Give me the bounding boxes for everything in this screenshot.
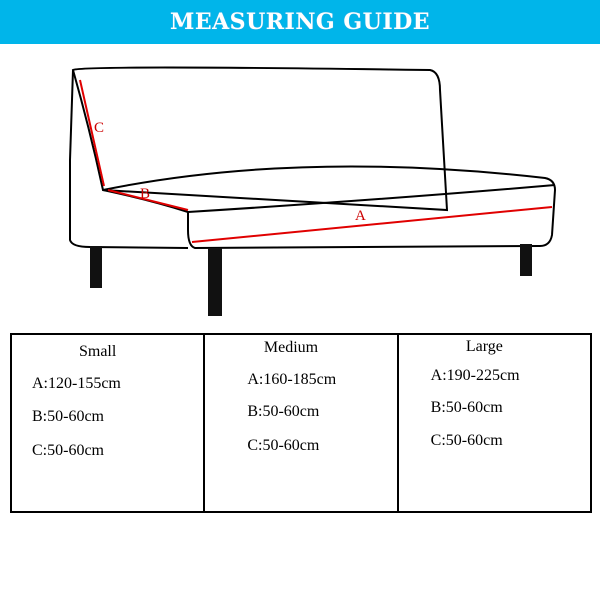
sofa-leg [208,248,222,316]
label-c: C [94,120,105,136]
label-b: B [140,186,151,202]
label-a: A [355,208,366,224]
size-name: Large [465,338,503,355]
size-c: C:50-60cm [247,437,320,454]
title-banner [0,0,600,44]
size-column-large [399,335,590,511]
size-b: B:50-60cm [430,399,503,416]
sofa-diagram [0,50,600,320]
size-c: C:50-60cm [430,432,503,449]
size-c: C:50-60cm [32,442,104,459]
size-a: A:120-155cm [32,375,121,392]
size-table [10,333,592,513]
size-a: A:160-185cm [247,371,337,388]
size-a: A:190-225cm [430,367,520,384]
size-b: B:50-60cm [247,403,320,420]
sofa-leg [90,246,102,288]
size-name: Medium [263,339,319,356]
size-name: Small [78,343,117,360]
sofa-leg [520,244,532,276]
page-title: MEASURING GUIDE [169,9,430,35]
size-column-medium [205,335,398,511]
size-column-small [12,335,205,511]
size-b: B:50-60cm [32,408,104,425]
